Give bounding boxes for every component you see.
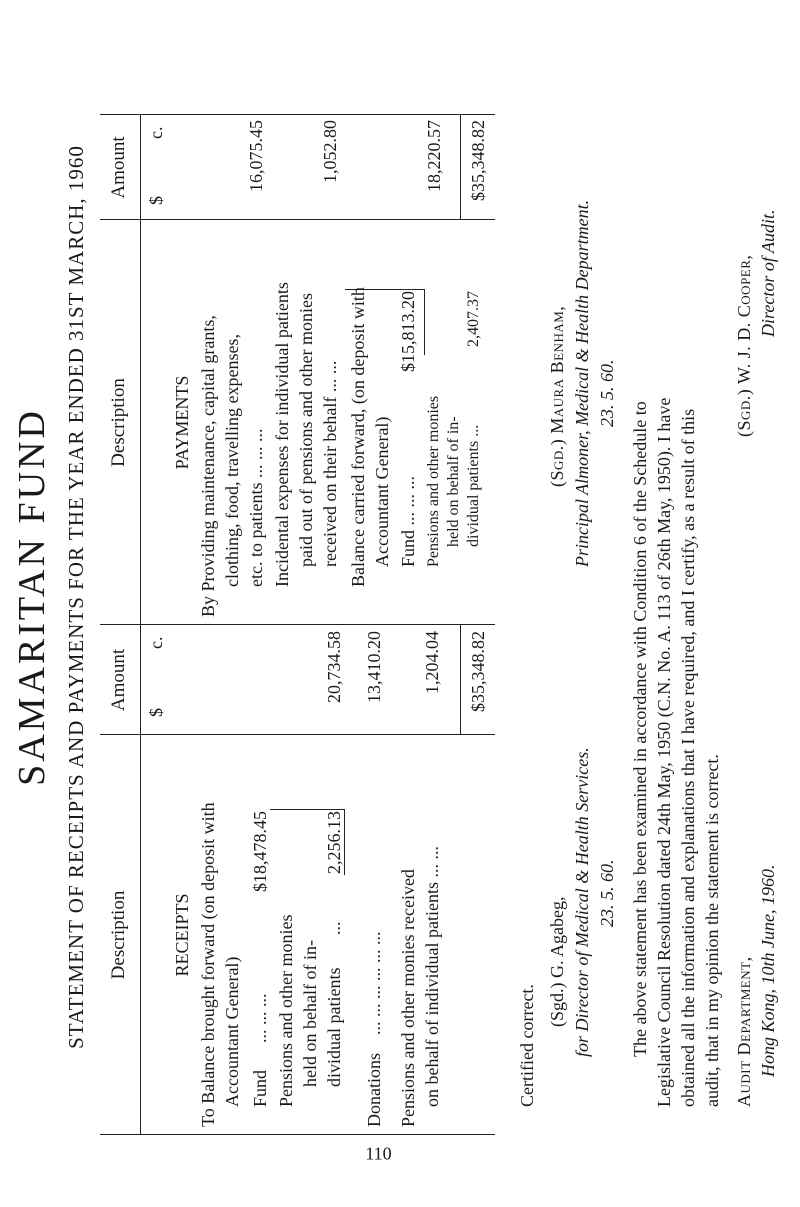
payments-description-header: Description — [108, 378, 129, 467]
audit-place-date: Hong Kong, 10th June, 1960. — [758, 864, 778, 1077]
audit-statement-line2: Legislative Council Resolution dated 24th May, 1950 (C.N. No. A. 113 of 26th May, 1950). I have — [654, 397, 674, 1107]
payments-providing-line3: etc. to patients ... ... ... — [246, 428, 266, 587]
payments-total-rule — [460, 115, 461, 220]
receipts-fund-dots: ... ... ... — [250, 993, 270, 1043]
payments-incidental-line3: received on their behalf ... ... — [320, 360, 340, 567]
receipts-dollar-unit: $ — [146, 708, 166, 717]
receipts-pensions-received-line2: on behalf of individual patients ... ... — [422, 846, 442, 1107]
audit-statement-line3: obtained all the information and explanations that I have required, and I certify, as a result of this — [678, 408, 698, 1107]
receipts-total: $35,348.82 — [468, 631, 488, 712]
divider-receipts-payments — [100, 624, 495, 625]
payments-providing-amount: 16,075.45 — [246, 120, 266, 192]
auditor-title: Director of Audit. — [758, 209, 778, 337]
payments-fund-subamount: $15,813.20 — [398, 291, 418, 372]
receipts-cent-unit: c. — [146, 636, 166, 649]
payments-pensions-line1: Pensions and other monies — [425, 395, 442, 567]
payments-cent-unit: c. — [146, 126, 166, 139]
receipts-pensions-line2: held on behalf of in- — [300, 940, 320, 1087]
receipts-pensions-dots: ... — [324, 921, 344, 935]
left-signature: (Sgd.) G. Agabeg, — [547, 896, 567, 1027]
payments-providing-line2: clothing, food, travelling expenses, — [222, 334, 242, 587]
receipts-donations-label: Donations — [364, 1053, 384, 1127]
left-signatory-title: for Director of Medical & Health Services. — [572, 747, 592, 1057]
right-date: 23. 5. 60. — [597, 359, 617, 427]
table-border-left — [100, 1134, 495, 1135]
receipts-description-header: Description — [108, 890, 129, 980]
left-date: 23. 5. 60. — [597, 859, 617, 927]
receipts-amount-header: Amount — [108, 648, 129, 712]
payments-pensions-line2: held on behalf of in- — [445, 416, 462, 547]
payments-heading: PAYMENTS — [172, 375, 192, 470]
payments-subtotal-rule — [424, 289, 425, 355]
document-title: SAMARITAN FUND — [11, 408, 53, 786]
page-number: 110 — [365, 1143, 392, 1164]
auditor-signature: (Sgd.) W. J. D. Cooper, — [734, 254, 754, 437]
right-signatory-title: Principal Almoner, Medical & Health Department. — [572, 199, 592, 567]
audit-department: Audit Department, — [734, 956, 754, 1107]
payments-total: $35,348.82 — [468, 120, 488, 201]
receipts-fund-label: Fund — [250, 1069, 270, 1107]
payments-fund-label: Fund ... ... ... — [398, 475, 418, 567]
payments-incidental-amount: 1,052.80 — [320, 120, 340, 183]
certified-correct: Certified correct. — [517, 984, 537, 1107]
payments-amount-header: Amount — [108, 136, 129, 199]
audit-statement-line4: audit, that in my opinion the statement is correct. — [702, 754, 722, 1107]
payments-dollar-unit: $ — [146, 196, 166, 205]
payments-balance-line1: Balance carried forward, (on deposit with — [348, 287, 368, 587]
payments-pensions-subamount: 2,407.37 — [465, 291, 482, 347]
payments-balance-line2: Accountant General) — [372, 416, 392, 567]
receipts-bracket — [270, 809, 345, 810]
payments-balance-amount: 18,220.57 — [424, 120, 444, 192]
right-signature: (Sgd.) Maura Benham, — [547, 305, 567, 487]
receipts-donations-amount: 13,410.20 — [364, 631, 384, 703]
receipts-pensions-received-line1: Pensions and other monies received — [398, 869, 418, 1127]
receipts-fund-subamount: $18,478.45 — [250, 811, 270, 892]
receipts-heading: RECEIPTS — [172, 893, 192, 977]
receipts-balance-line2: Accountant General) — [222, 956, 242, 1107]
receipts-pensions-line3: dividual patients — [324, 967, 344, 1087]
payments-incidental-line2: paid out of pensions and other monies — [296, 293, 316, 567]
receipts-pensions-line1: Pensions and other monies — [276, 914, 296, 1107]
header-rule — [140, 115, 141, 1135]
receipts-total-rule — [460, 625, 461, 735]
account-table — [100, 115, 495, 1135]
payments-providing-line1: By Providing maintenance, capital grants, — [198, 315, 218, 617]
receipts-pensions-subamount: 2,256.13 — [324, 811, 344, 874]
payments-pensions-line3: dividual patients ... — [465, 424, 482, 547]
receipts-pensions-received-amount: 1,204.04 — [422, 631, 442, 694]
payments-incidental-line1: Incidental expenses for individual patients — [272, 282, 292, 587]
table-border-right — [100, 114, 495, 115]
audit-statement-line1: The above statement has been examined in accordance with Condition 6 of the Schedule to — [630, 401, 650, 1057]
document-subtitle: STATEMENT OF RECEIPTS AND PAYMENTS FOR THE YEAR ENDED 31ST MARCH, 1960 — [64, 145, 88, 1049]
receipts-balance-line1: To Balance brought forward (on deposit with — [198, 802, 218, 1127]
receipts-donations-dots: ... ... ... ... ... ... — [364, 931, 384, 1035]
receipts-balance-amount: 20,734.58 — [324, 631, 344, 703]
